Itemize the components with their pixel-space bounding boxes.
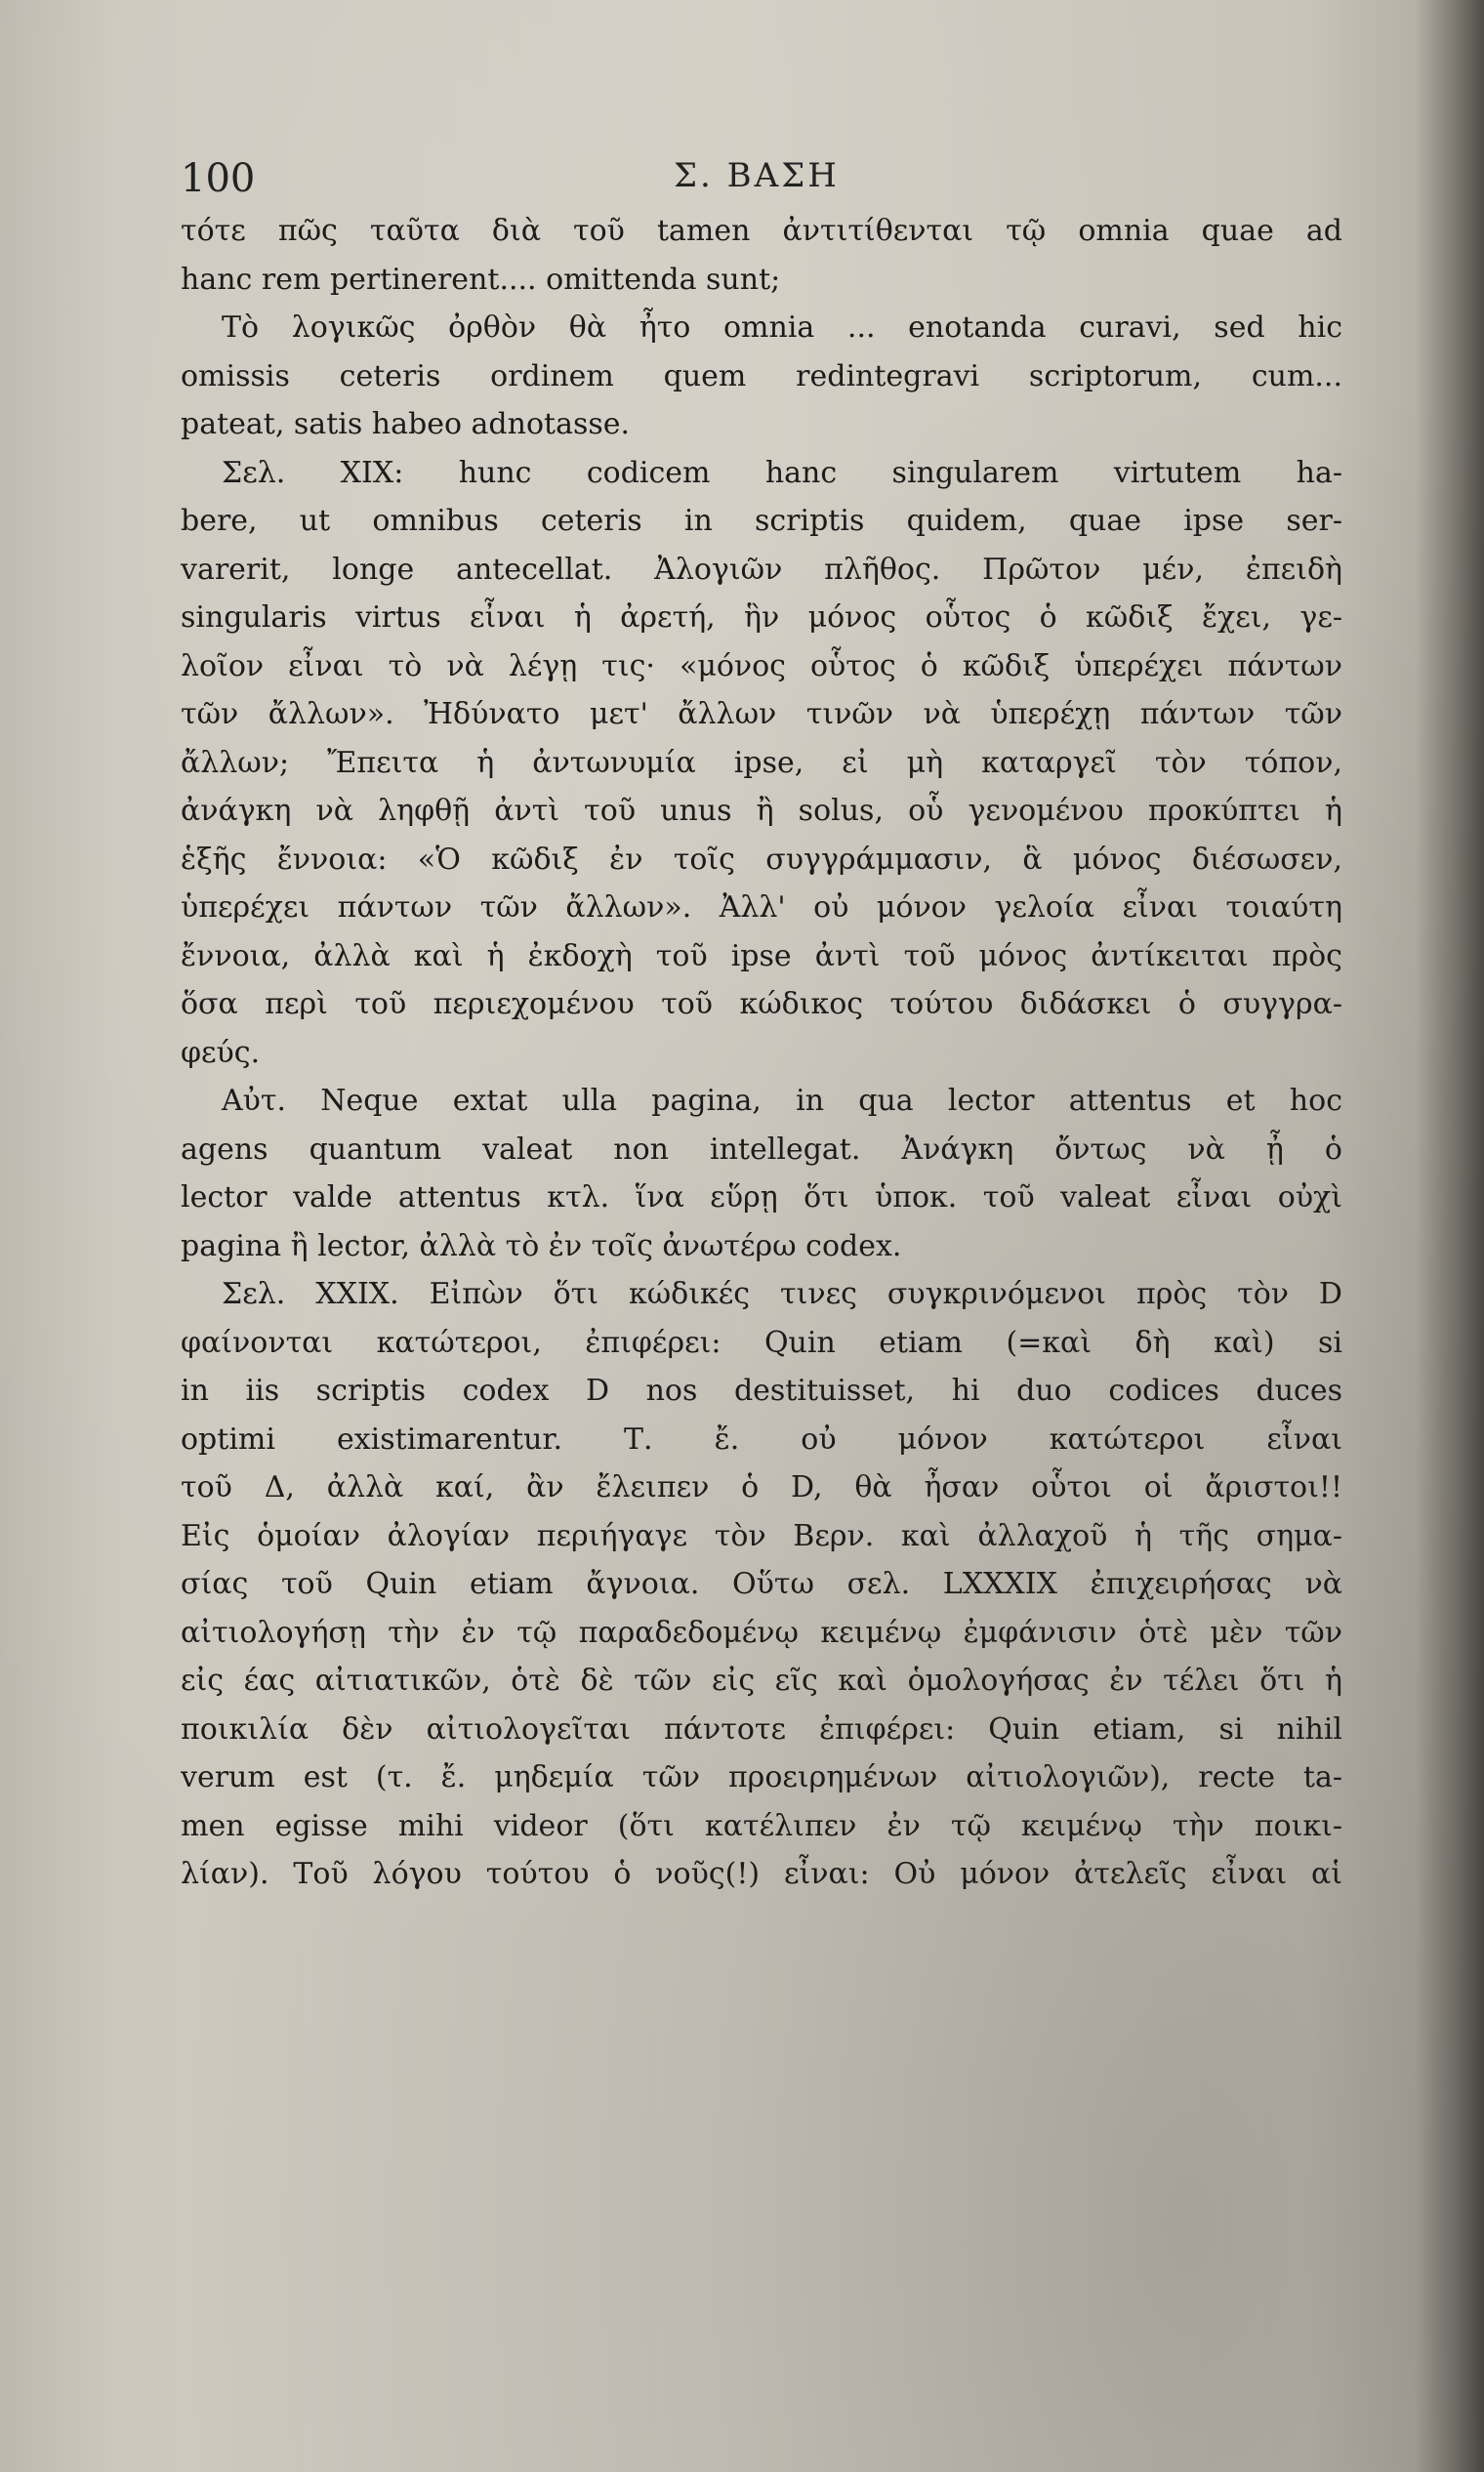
page-gutter-shadow xyxy=(1416,0,1484,2472)
text-line: ἔννοια, ἀλλὰ καὶ ἡ ἐκδοχὴ τοῦ ipse ἀντὶ τοῦ μόνος ἀντίκειται πρὸς xyxy=(181,938,1342,973)
text-line: men egisse mihi videor (ὅτι κατέλιπεν ἐν τῷ κειμένῳ τὴν ποικι- xyxy=(181,1808,1342,1843)
text-line: pateat, satis habeo adnotasse. xyxy=(181,407,631,441)
text-line: ὅσα περὶ τοῦ περιεχομένου τοῦ κώδικος τούτου διδάσκει ὁ συγγρα- xyxy=(181,987,1342,1021)
text-line: φαίνονται κατώτεροι, ἐπιφέρει: Quin etiam (=καὶ δὴ καὶ) si xyxy=(181,1325,1342,1360)
text-line: εἰς έας αἰτιατικῶν, ὁτὲ δὲ τῶν εἰς εῖς καὶ ὁμολογήσας ἐν τέλει ὅτι ἡ xyxy=(181,1664,1342,1698)
page-number: 100 xyxy=(181,156,256,201)
text-line: hanc rem pertinerent.... omittenda sunt; xyxy=(181,262,781,297)
text-line: Τὸ λογικῶς ὀρθὸν θὰ ἦτο omnia ... enotanda curavi, sed hic xyxy=(222,310,1342,345)
text-line: ἀνάγκη νὰ ληφθῇ ἀντὶ τοῦ unus ἢ solus, οὗ γενομένου προκύπτει ἡ xyxy=(181,794,1342,828)
text-line: αἰτιολογήσῃ τὴν ἐν τῷ παραδεδομένῳ κειμένῳ ἐμφάνισιν ὁτὲ μὲν τῶν xyxy=(181,1615,1342,1650)
text-line: singularis virtus εἶναι ἡ ἀρετή, ἣν μόνος οὗτος ὁ κῶδιξ ἔχει, γε- xyxy=(181,600,1342,635)
text-line: pagina ἢ lector, ἀλλὰ τὸ ἐν τοῖς ἀνωτέρω codex. xyxy=(181,1228,902,1263)
text-line: varerit, longe antecellat. Ἀλογιῶν πλῆθος. Πρῶτον μέν, ἐπειδὴ xyxy=(181,552,1342,587)
text-line: ἄλλων; Ἔπειτα ἡ ἀντωνυμία ipse, εἰ μὴ καταργεῖ τὸν τόπον, xyxy=(181,745,1342,780)
text-line: τῶν ἄλλων». Ἠδύνατο μετ' ἄλλων τινῶν νὰ ὑπερέχῃ πάντων τῶν xyxy=(181,697,1342,731)
running-head: Σ. ΒΑΣΗ xyxy=(674,156,840,195)
text-line: Σελ. XIX: hunc codicem hanc singularem virtutem ha- xyxy=(222,455,1342,490)
text-line: τότε πῶς ταῦτα διὰ τοῦ tamen ἀντιτίθενται τῷ omnia quae ad xyxy=(181,214,1342,248)
text-line: Σελ. XXIX. Εἰπὼν ὅτι κώδικές τινες συγκρινόμενοι πρὸς τὸν D xyxy=(222,1277,1342,1311)
text-line: bere, ut omnibus ceteris in scriptis quidem, quae ipse ser- xyxy=(181,504,1342,538)
text-line: λοῖον εἶναι τὸ νὰ λέγῃ τις· «μόνος οὗτος ὁ κῶδιξ ὑπερέχει πάντων xyxy=(181,648,1342,683)
text-line: verum est (τ. ἔ. μηδεμία τῶν προειρημένων αἰτιολογιῶν), recte ta- xyxy=(181,1760,1342,1794)
text-line: ποικιλία δὲν αἰτιολογεῖται πάντοτε ἐπιφέρει: Quin etiam, si nihil xyxy=(181,1711,1342,1747)
text-line: omissis ceteris ordinem quem redintegravi scriptorum, cum... xyxy=(181,358,1342,393)
text-line: ὑπερέχει πάντων τῶν ἄλλων». Ἀλλ' οὐ μόνον γελοία εἶναι τοιαύτη xyxy=(181,890,1342,925)
text-line: agens quantum valeat non intellegat. Ἀνάγκη ὄντως νὰ ᾖ ὁ xyxy=(181,1132,1342,1167)
body-text xyxy=(181,207,1342,1899)
text-line: ἑξῆς ἔννοια: «Ὁ κῶδιξ ἐν τοῖς συγγράμμασιν, ἃ μόνος διέσωσεν, xyxy=(181,842,1342,877)
page-header xyxy=(0,146,1484,205)
text-line: τοῦ Δ, ἀλλὰ καί, ἂν ἔλειπεν ὁ D, θὰ ἦσαν οὗτοι οἱ ἄριστοι!! xyxy=(181,1470,1342,1504)
text-line: λίαν). Τοῦ λόγου τούτου ὁ νοῦς(!) εἶναι: Οὐ μόνον ἀτελεῖς εἶναι αἱ xyxy=(181,1857,1342,1891)
text-line: σίας τοῦ Quin etiam ἄγνοια. Οὕτω σελ. LXXXIX ἐπιχειρήσας νὰ xyxy=(181,1567,1342,1601)
text-line: φεύς. xyxy=(181,1035,261,1070)
text-line: Εἰς ὁμοίαν ἀλογίαν περιήγαγε τὸν Βερν. καὶ ἀλλαχοῦ ἡ τῆς σημα- xyxy=(181,1518,1342,1553)
text-line: lector valde attentus κτλ. ἵνα εὕρῃ ὅτι ὑποκ. τοῦ valeat εἶναι οὐχὶ xyxy=(181,1180,1342,1215)
text-line: in iis scriptis codex D nos destituisset, hi duo codices duces xyxy=(181,1374,1342,1408)
text-line: Αὐτ. Neque extat ulla pagina, in qua lector attentus et hoc xyxy=(222,1084,1342,1118)
text-line: optimi existimarentur. Τ. ἔ. οὐ μόνον κατώτεροι εἶναι xyxy=(181,1421,1342,1457)
